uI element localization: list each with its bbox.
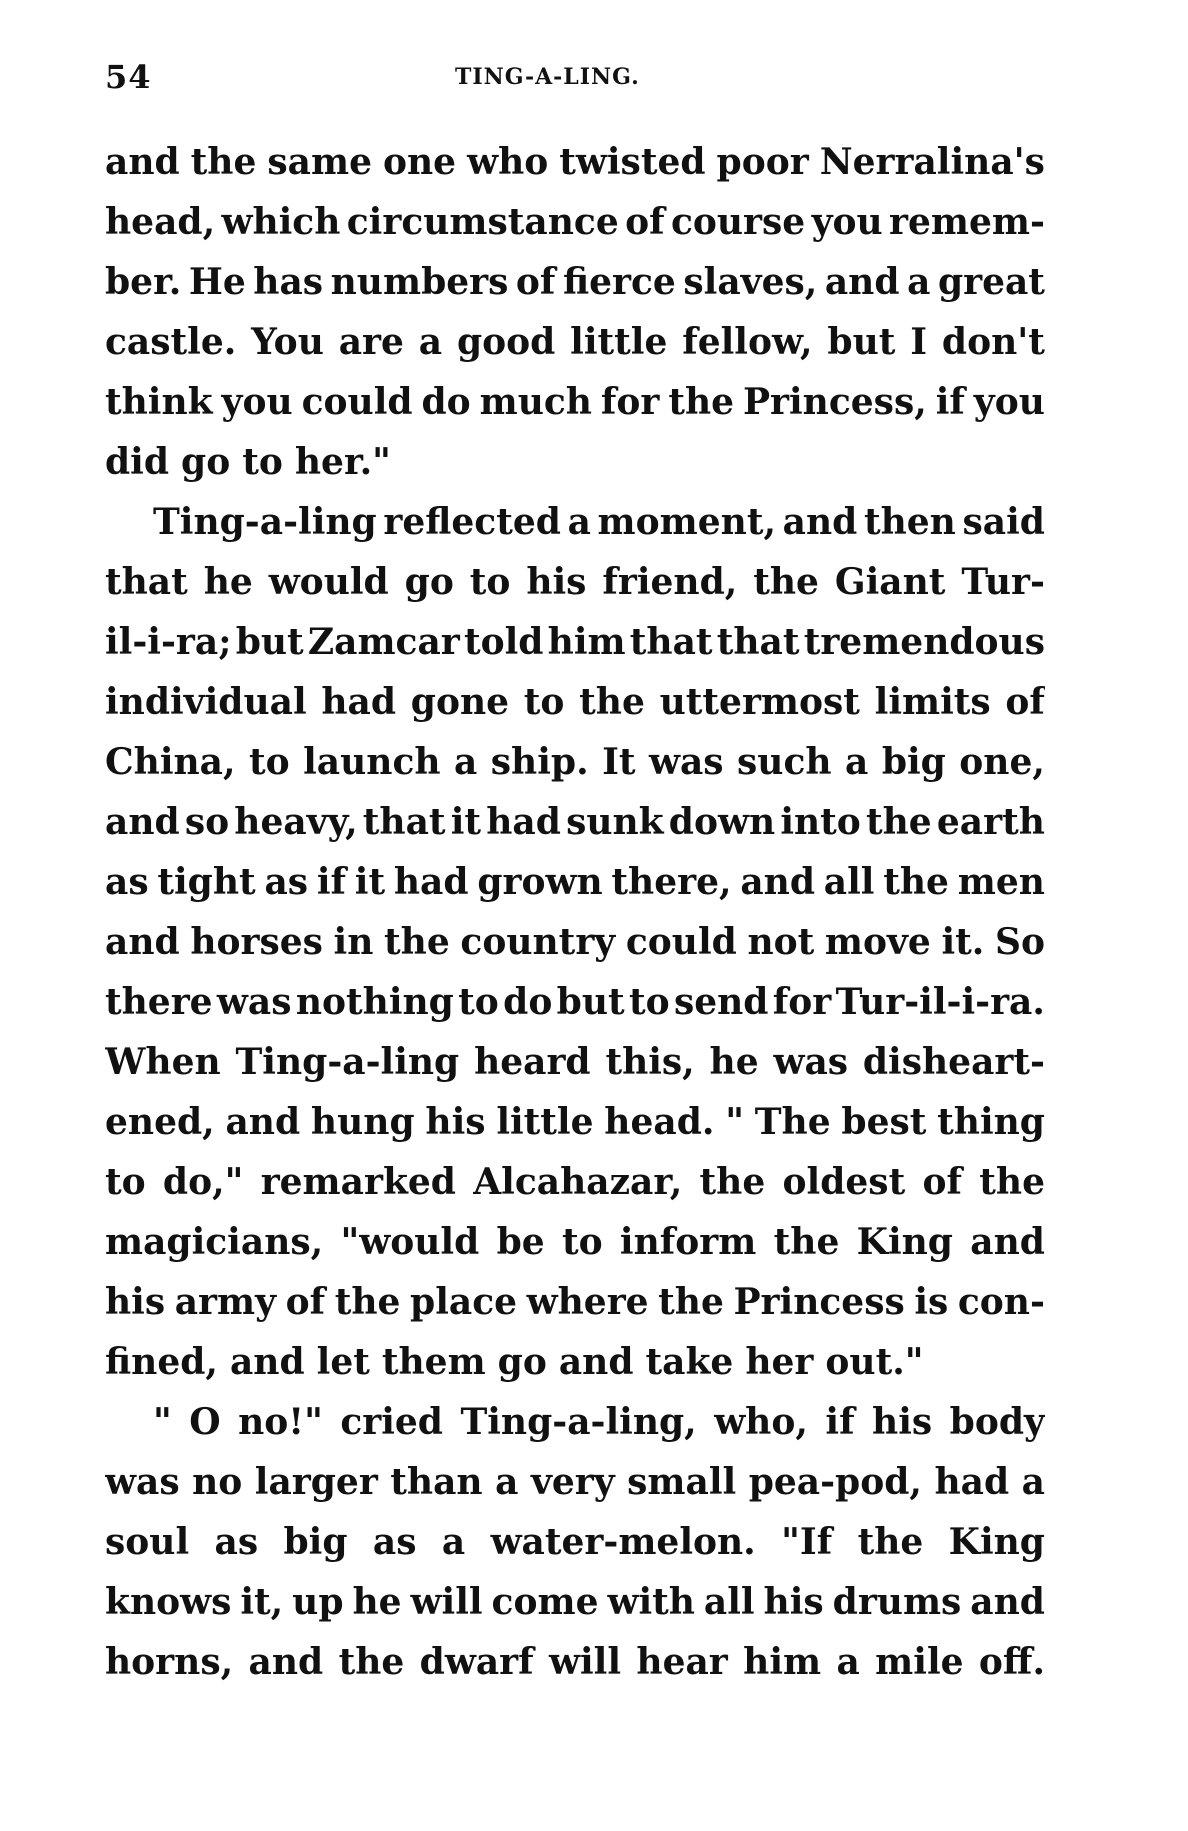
body-text [105, 132, 1045, 1692]
text-line: head, which circumstance of course you remem- [105, 201, 1045, 243]
text-line: there was nothing to do but to send for Tur-il-i-ra. [105, 981, 1045, 1023]
text-line: that he would go to his friend, the Giant Tur- [105, 561, 1045, 603]
text-line: to do," remarked Alcahazar, the oldest of the [105, 1161, 1045, 1203]
text-line: individual had gone to the uttermost limits of [105, 681, 1045, 723]
text-line: horns, and the dwarf will hear him a mile off. [105, 1641, 1045, 1683]
text-line: was no larger than a very small pea-pod, had a [105, 1461, 1045, 1503]
text-line: and horses in the country could not move it. So [105, 921, 1045, 963]
text-line: magicians, "would be to inform the King and [105, 1221, 1045, 1263]
running-head: TING-A-LING. [455, 64, 640, 90]
text-line: il-i-ra; but Zamcar told him that that tremendous [105, 621, 1045, 663]
text-line: castle. You are a good little fellow, but I don't [105, 321, 1045, 363]
text-line: ber. He has numbers of fierce slaves, and a great [105, 261, 1045, 303]
text-line: Ting-a-ling reflected a moment, and then said [153, 501, 1045, 543]
text-line: his army of the place where the Princess is con- [105, 1281, 1045, 1323]
text-line: fined, and let them go and take her out." [105, 1341, 924, 1383]
text-line: knows it, up he will come with all his drums and [105, 1581, 1045, 1623]
text-line: did go to her." [105, 441, 391, 483]
text-line: " O no!" cried Ting-a-ling, who, if his body [153, 1401, 1045, 1443]
text-line: ened, and hung his little head. " The best thing [105, 1101, 1045, 1143]
text-line: China, to launch a ship. It was such a big one, [105, 741, 1045, 783]
page-number: 54 [105, 58, 152, 96]
text-line: and the same one who twisted poor Nerralina's [105, 141, 1045, 183]
text-line: When Ting-a-ling heard this, he was disheart- [105, 1041, 1045, 1083]
text-line: think you could do much for the Princess, if you [105, 381, 1045, 423]
text-line: as tight as if it had grown there, and all the men [105, 861, 1045, 903]
page-header [105, 58, 1045, 98]
text-line: and so heavy, that it had sunk down into the earth [105, 801, 1045, 843]
text-line: soul as big as a water-melon. "If the King [105, 1521, 1045, 1563]
